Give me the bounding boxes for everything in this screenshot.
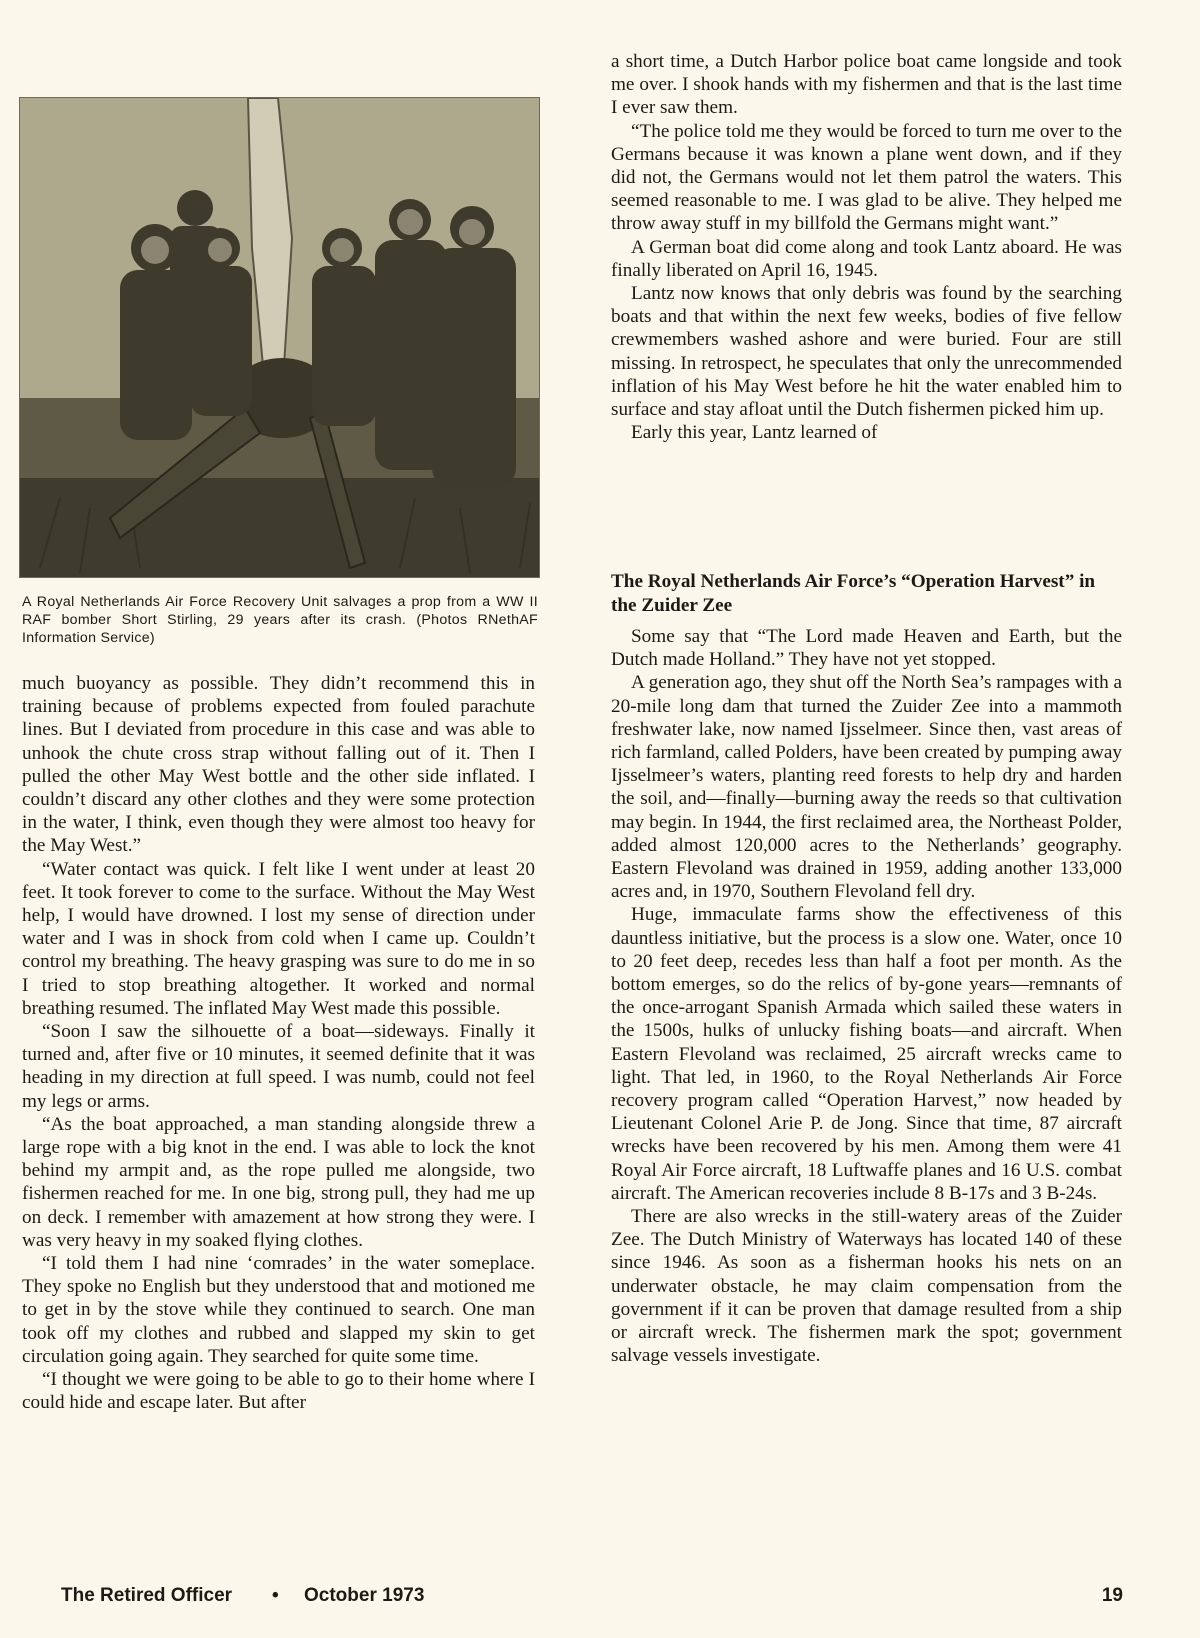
paragraph: A German boat did come along and took Lantz aboard. He was finally liberated on April 16, 1945. bbox=[611, 236, 1122, 281]
section-heading: The Royal Netherlands Air Force’s “Operation Harvest” in the Zuider Zee bbox=[611, 571, 1096, 616]
photo-illustration bbox=[20, 98, 539, 577]
paragraph: There are also wrecks in the still-watery areas of the Zuider Zee. The Dutch Ministry of Waterways has located 140 of these since 1946. As soon as a fisherman hooks his nets on an underwater obstacle, he may claim compensation from the government if it can be proven that damage resulted from a ship or aircraft wreck. The fishermen mark the spot; government salvage vessels investigate. bbox=[611, 1206, 1122, 1367]
paragraph: Huge, immaculate farms show the effectiveness of this dauntless initiative, but the process is a slow one. Water, once 10 to 20 feet deep, recedes less than half a foot per month. As the bottom emerges, so do the relics of by-gone years—remnants of the once-arrogant Spanish Armada which sailed these waters in the 1500s, hulks of unlucky fishing boats—and aircraft. When Eastern Flevoland was reclaimed, 25 aircraft wrecks came to light. That led, in 1960, to the Royal Netherlands Air Force recovery program called “Operation Harvest,” now headed by Lieutenant Colonel Arie P. de Jong. Since that time, 87 aircraft wrecks have been recovered by his men. Among them were 41 Royal Air Force aircraft, 18 Luftwaffe planes and 16 U.S. combat aircraft. The American recoveries include 8 B-17s and 3 B-24s. bbox=[611, 904, 1122, 1204]
photo-caption: A Royal Netherlands Air Force Recovery Unit salvages a prop from a WW II RAF bomber Short Stirling, 29 years after its crash. (Photos RNethAF Information Service) bbox=[22, 594, 538, 646]
paragraph: a short time, a Dutch Harbor police boat came longside and took me over. I shook hands with my fishermen and that is the last time I ever saw them. bbox=[611, 51, 1122, 119]
left-column-text bbox=[22, 672, 535, 1415]
paragraph: Early this year, Lantz learned of bbox=[631, 422, 878, 444]
paragraph: “Water contact was quick. I felt like I went under at least 20 feet. It took forever to come to the surface. Without the May West help, I would have drowned. I lost my sense of direction under water and I was in shock from cold when I came up. Couldn’t control my breathing. The heavy grasping was sure to do me in so I tried to stop breathing altogether. It worked and normal breathing resumed. The inflated May West made this possible. bbox=[22, 858, 535, 1019]
paragraph: “The police told me they would be forced to turn me over to the Germans because it was known a plane went down, and if they did not, the Germans would not let them patrol the waters. This seemed reasonable to me. I was glad to be alive. They helped me throw away stuff in my billfold the Germans might want.” bbox=[611, 120, 1122, 235]
paragraph: Lantz now knows that only debris was found by the searching boats and that within the next few weeks, bodies of five fellow crewmembers washed ashore and were buried. Four are still missing. In retrospect, he speculates that only the unrecommended inflation of his May West before he hit the water enabled him to surface and stay afloat until the Dutch fishermen picked him up. bbox=[611, 283, 1122, 421]
issue-date: October 1973 bbox=[304, 1585, 425, 1606]
paragraph: “Soon I saw the silhouette of a boat—sideways. Finally it turned and, after five or 10 minutes, it seemed definite that it was heading in my direction at full speed. I was numb, could not feel my legs or arms. bbox=[22, 1021, 535, 1112]
paragraph: A generation ago, they shut off the North Sea’s rampages with a 20-mile long dam that turned the Zuider Zee into a mammoth freshwater lake, now named Ijsselmeer. Since then, vast areas of rich farmland, called Polders, have been created by pumping away Ijsselmeer’s waters, planting reed forests to help dry and harden the soil, and—finally—burning away the reeds so that cultivation may begin. In 1944, the first reclaimed area, the Northeast Polder, added almost 120,000 acres to the Netherlands’ geography. Eastern Flevoland was drained in 1959, adding another 133,000 acres and, in 1970, Southern Flevoland fell dry. bbox=[611, 672, 1122, 903]
recovery-crew-photo bbox=[19, 97, 540, 578]
right-column-top-text bbox=[611, 50, 1122, 444]
paragraph: “As the boat approached, a man standing alongside threw a large rope with a big knot in the end. I was able to lock the knot behind my armpit and, as the rope pulled me alongside, two fishermen reached for me. In one big, strong pull, they had me up on deck. I remember with amazement at how strong they were. I was very heavy in my soaked flying clothes. bbox=[22, 1113, 535, 1251]
publication-name: The Retired Officer bbox=[61, 1585, 233, 1606]
page-number: 19 bbox=[1101, 1585, 1123, 1606]
paragraph: Some say that “The Lord made Heaven and Earth, but the Dutch made Holland.” They have not yet stopped. bbox=[611, 626, 1122, 671]
paragraph: much buoyancy as possible. They didn’t recommend this in training because of problems expected from fouled parachute lines. But I deviated from procedure in this case and was able to unhook the chute cross strap without falling out of it. Then I pulled the other May West bottle and the other side inflated. I couldn’t discard any other clothes and they were some protection in the water, I think, even though they were almost too heavy for the May West.” bbox=[22, 673, 535, 857]
right-column-bottom-text bbox=[611, 625, 1122, 1368]
paragraph: “I told them I had nine ‘comrades’ in the water someplace. They spoke no English but they understood that and motioned me to get in by the stove while they continued to search. One man took off my clothes and rubbed and slapped my skin to get circulation going again. They searched for quite some time. bbox=[22, 1253, 535, 1367]
footer-separator: • bbox=[272, 1585, 279, 1606]
page-footer bbox=[61, 1585, 1123, 1615]
paragraph: “I thought we were going to be able to go to their home where I could hide and escape later. But after bbox=[22, 1369, 535, 1414]
